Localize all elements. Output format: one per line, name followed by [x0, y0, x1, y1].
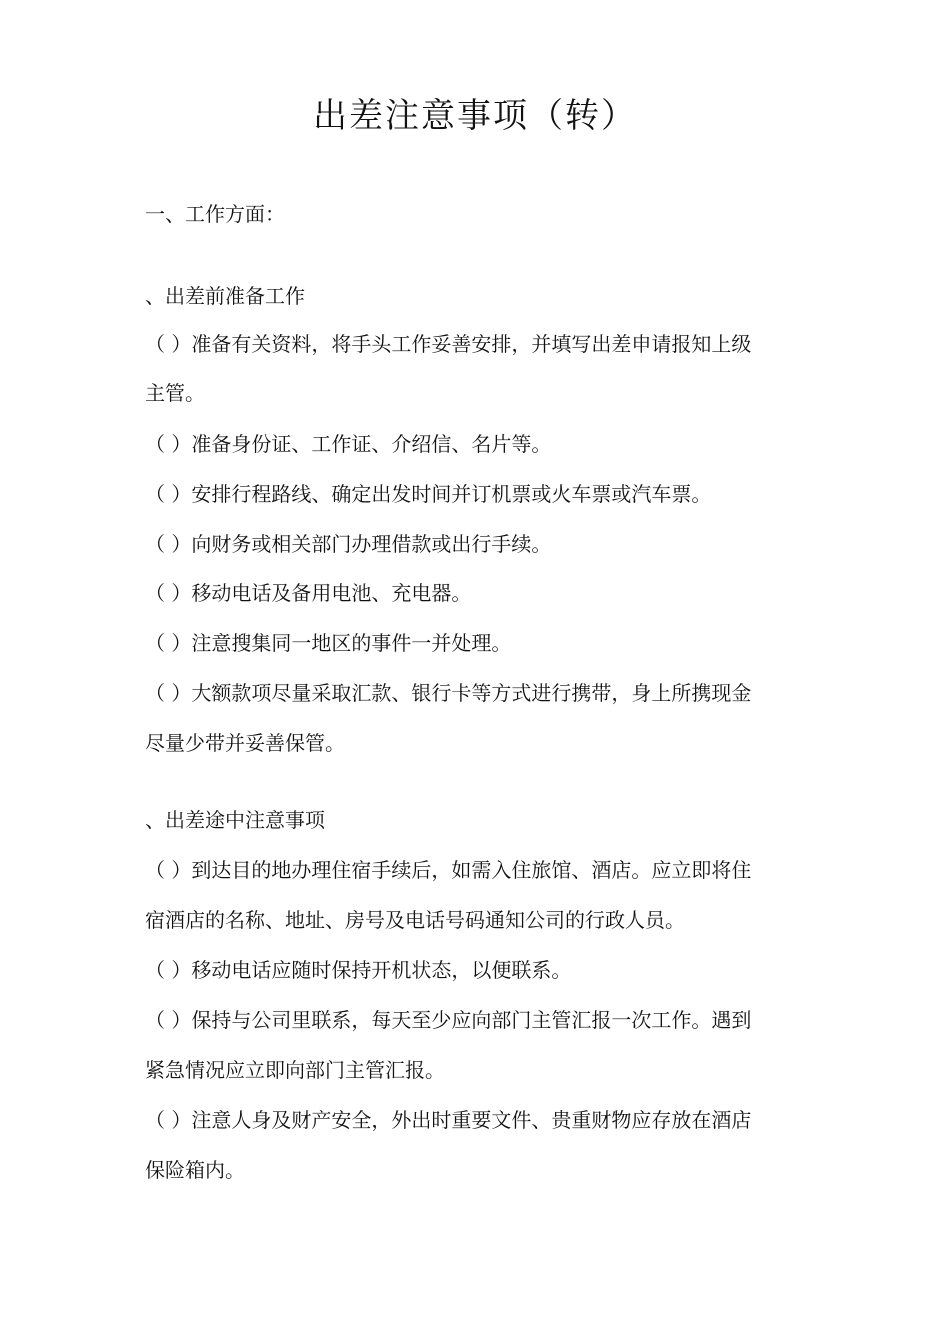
paragraph-line: 保险箱内。 — [145, 1158, 245, 1182]
paragraph-line: 宿酒店的名称、地址、房号及电话号码通知公司的行政人员。 — [145, 908, 685, 932]
paragraph-line: （ ）到达目的地办理住宿手续后，如需入住旅馆、酒店。应立即将住 — [145, 858, 752, 882]
document-title: 出差注意事项（转） — [313, 96, 637, 136]
subsection-heading-during-trip: 、出差途中注意事项 — [145, 808, 325, 832]
paragraph-line: （ ）大额款项尽量采取汇款、银行卡等方式进行携带，身上所携现金 — [145, 681, 752, 705]
paragraph-line: （ ）移动电话应随时保持开机状态，以便联系。 — [145, 958, 572, 982]
paragraph-line: （ ）向财务或相关部门办理借款或出行手续。 — [145, 532, 552, 556]
paragraph-line: 主管。 — [145, 381, 205, 405]
subsection-heading-before-trip: 、出差前准备工作 — [145, 284, 305, 308]
paragraph-line: 尽量少带并妥善保管。 — [145, 731, 345, 755]
paragraph-line: （ ）移动电话及备用电池、充电器。 — [145, 581, 472, 605]
paragraph-line: （ ）准备有关资料，将手头工作妥善安排，并填写出差申请报知上级 — [145, 332, 752, 356]
paragraph-line: （ ）注意搜集同一地区的事件一并处理。 — [145, 631, 512, 655]
paragraph-line: 紧急情况应立即向部门主管汇报。 — [145, 1058, 445, 1082]
paragraph-line: （ ）注意人身及财产安全，外出时重要文件、贵重财物应存放在酒店 — [145, 1108, 752, 1132]
section-heading-work: 一、工作方面： — [145, 202, 285, 226]
paragraph-line: （ ）保持与公司里联系，每天至少应向部门主管汇报一次工作。遇到 — [145, 1008, 752, 1032]
paragraph-line: （ ）安排行程路线、确定出发时间并订机票或火车票或汽车票。 — [145, 482, 712, 506]
paragraph-line: （ ）准备身份证、工作证、介绍信、名片等。 — [145, 432, 552, 456]
